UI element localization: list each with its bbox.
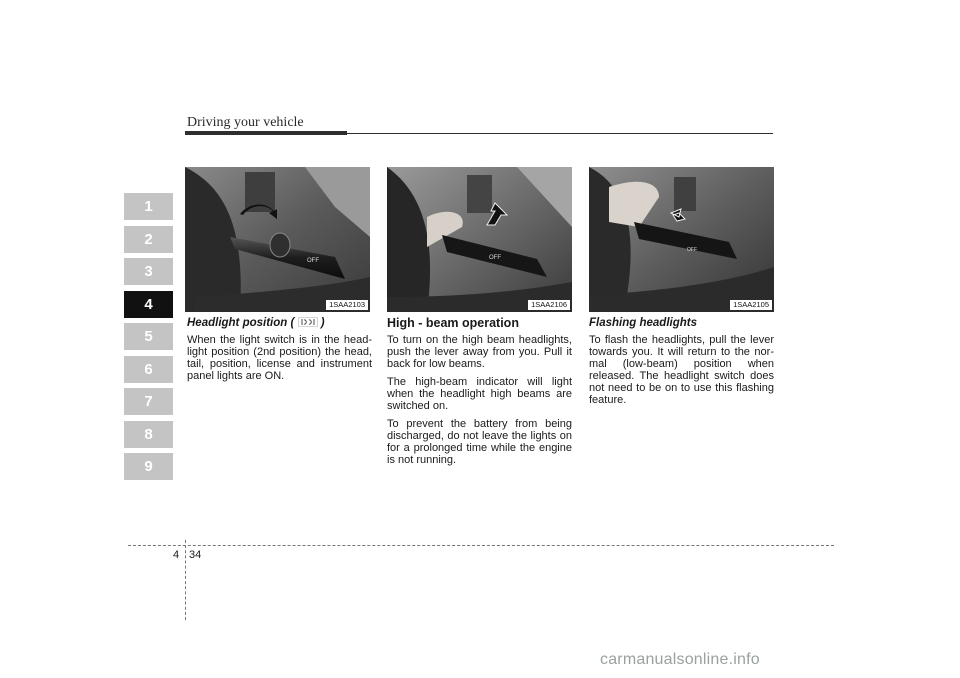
chapter-tab-8[interactable]: 8 xyxy=(124,421,173,448)
chapter-tab-9[interactable]: 9 xyxy=(124,453,173,480)
section-paragraph: To turn on the high beam headlights, push the lever away from you. Pull it back for low beams. xyxy=(387,334,572,370)
footer-vertical-rule xyxy=(185,540,186,620)
figure-high-beam-photo xyxy=(387,167,572,312)
lever-off-label: OFF xyxy=(489,255,501,261)
section-body: To flash the headlights, pull the lever towards you. It will return to the nor-mal (low-beam) position when released. The headlight switch does not need to be on to use this flashing feature. xyxy=(589,334,774,406)
section-title: High - beam operation xyxy=(387,316,519,330)
chapter-tab-3[interactable]: 3 xyxy=(124,258,173,285)
chapter-tabs xyxy=(124,193,173,486)
header-rule-thick xyxy=(185,131,347,135)
page-number: 34 xyxy=(189,549,202,561)
section-title-suffix: ) xyxy=(320,317,325,329)
chapter-tab-2[interactable]: 2 xyxy=(124,226,173,253)
figure-code: 1SAA2103 xyxy=(326,300,368,310)
section-paragraph: To prevent the battery from being discharged, do not leave the lights on for a prolonged time while the engine is not running. xyxy=(387,418,572,466)
figure-headlight-switch-photo xyxy=(185,167,370,312)
header-rule-thin xyxy=(347,133,773,134)
page-chapter-number: 4 xyxy=(173,549,180,561)
flashing-illustration xyxy=(589,167,774,312)
figure-code: 1SAA2106 xyxy=(528,300,570,310)
section-body: When the light switch is in the head-light position (2nd position) the head, tail, position, license and instrument panel lights are ON. xyxy=(187,334,372,382)
watermark: carmanualsonline.info xyxy=(600,651,760,668)
high-beam-illustration xyxy=(387,167,572,312)
section-title: Flashing headlights xyxy=(589,317,697,329)
section-flashing xyxy=(589,316,774,412)
section-headlight-position xyxy=(187,316,372,388)
chapter-tab-5[interactable]: 5 xyxy=(124,323,173,350)
figure-code: 1SAA2105 xyxy=(730,300,772,310)
chapter-tab-7[interactable]: 7 xyxy=(124,388,173,415)
chapter-tab-1[interactable]: 1 xyxy=(124,193,173,220)
chapter-tab-4-active[interactable]: 4 xyxy=(124,291,173,318)
section-title-prefix: Headlight position ( xyxy=(187,317,295,329)
page-header-title: Driving your vehicle xyxy=(187,115,304,130)
lever-off-label: OFF xyxy=(687,247,697,253)
section-paragraph: The high-beam indicator will light when the headlight high beams are switched on. xyxy=(387,376,572,412)
section-high-beam xyxy=(387,316,572,472)
chapter-tab-6[interactable]: 6 xyxy=(124,356,173,383)
section-title xyxy=(187,316,372,331)
figure-flashing-photo xyxy=(589,167,774,312)
headlight-symbol-icon xyxy=(298,317,318,327)
footer-rule xyxy=(128,545,834,546)
headlight-switch-illustration xyxy=(185,167,370,312)
lever-off-label: OFF xyxy=(307,258,319,264)
